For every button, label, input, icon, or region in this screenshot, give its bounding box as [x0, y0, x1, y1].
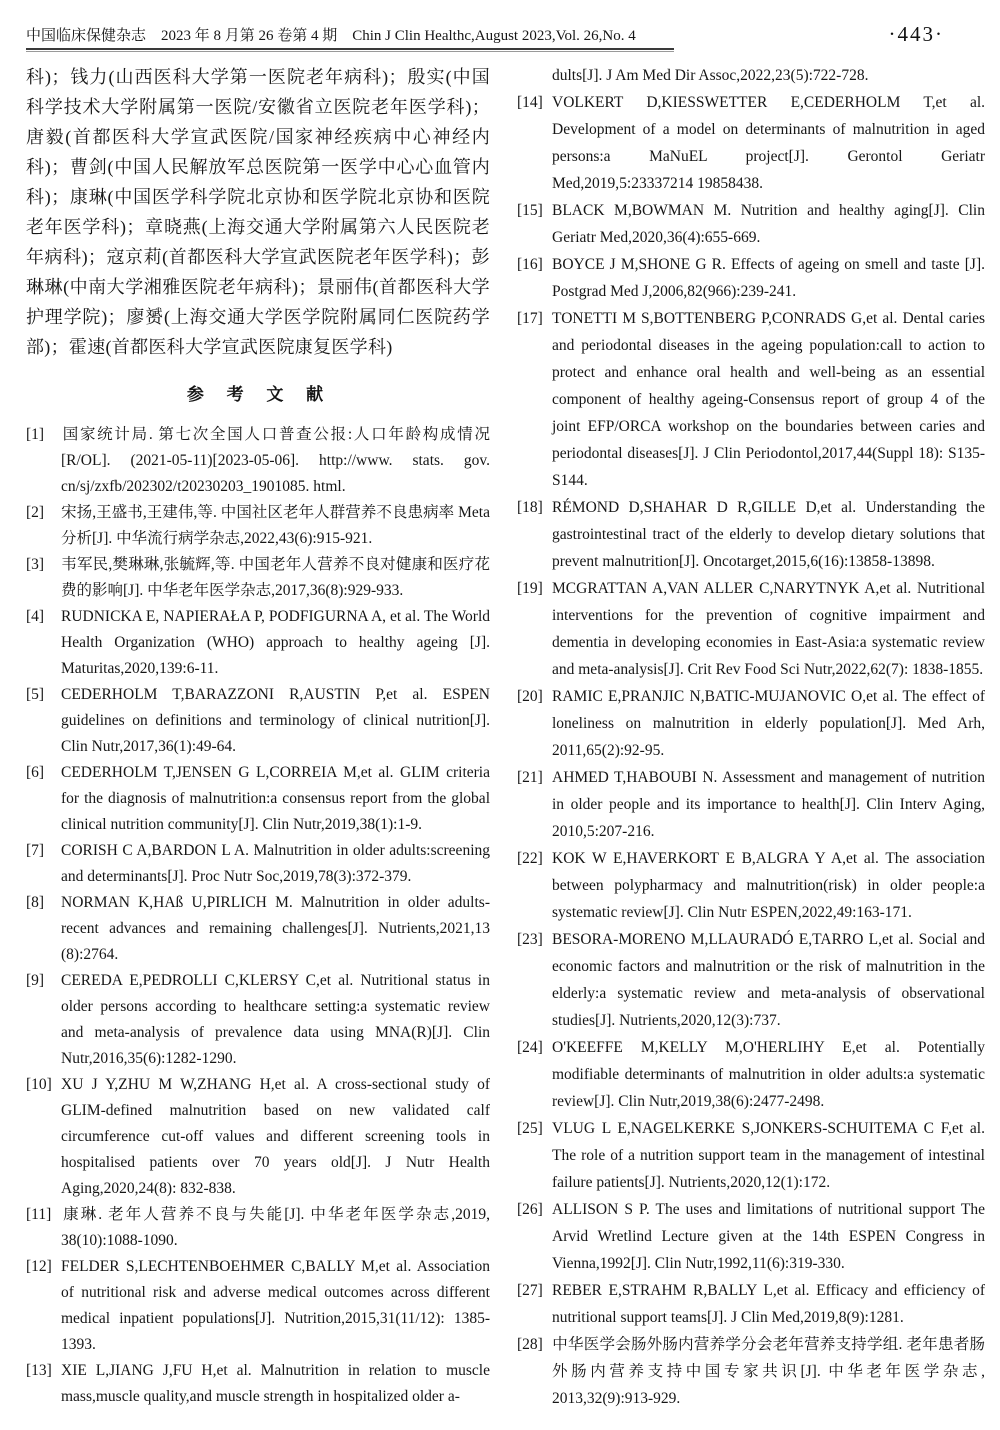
reference-text: BESORA-MORENO M,LLAURADÓ E,TARRO L,et al. Social and economic factors and malnutrition or the risk of malnutrition in the elderly:a systematic review and meta-analysis of observational studies[J]. Nutrients,2020,12(3):737. — [552, 931, 985, 1029]
reference-item — [26, 422, 490, 500]
reference-text: KOK W E,HAVERKORT E B,ALGRA Y A,et al. The association between polypharmacy and malnutrition(risk) in older people:a systematic review[J]. Clin Nutr ESPEN,2022,49:163-171. — [552, 850, 985, 921]
reference-item — [26, 968, 490, 1072]
reference-number: [12] — [26, 1258, 52, 1275]
reference-item — [517, 926, 985, 1034]
left-column — [26, 62, 490, 1422]
reference-item — [517, 251, 985, 305]
reference-item — [26, 1358, 490, 1410]
reference-text: RUDNICKA E, NAPIERAŁA P, PODFIGURNA A, et al. The World Health Organization (WHO) approach to healthy ageing [J]. Maturitas,2020,139:6-11. — [61, 608, 490, 677]
reference-text: NORMAN K,HAß U,PIRLICH M. Malnutrition in older adults-recent advances and remaining challenges[J]. Nutrients,2021,13 (8):2764. — [61, 894, 490, 963]
reference-item — [517, 1115, 985, 1196]
reference-number: [15] — [517, 202, 543, 219]
reference-text: FELDER S,LECHTENBOEHMER C,BALLY M,et al. Association of nutritional risk and adverse medical outcomes across different medical inpatient populations[J]. Nutrition,2015,31(11/12): 1385-1393. — [61, 1258, 490, 1353]
reference-item — [517, 575, 985, 683]
author-affiliations: 科)；钱力(山西医科大学第一医院老年病科)；殷实(中国科学技术大学附属第一医院/安徽省立医院老年医学科)；唐毅(首都医科大学宣武医院/国家神经疾病中心神经内科)；曹剑(中国人民解放军总医院第一医学中心心血管内科)；康琳(中国医学科学院北京协和医学院北京协和医院老年医学科)；章晓燕(上海交通大学附属第六人民医院老年病科)；寇京莉(首都医科大学宣武医院老年医学科)；彭琳琳(中南大学湘雅医院老年病科)；景丽伟(首都医科大学护理学院)；廖赟(上海交通大学医学院附属同仁医院药学部)；霍速(首都医科大学宣武医院康复医学科) — [26, 67, 490, 357]
reference-text: MCGRATTAN A,VAN ALLER C,NARYTNYK A,et al. Nutritional interventions for the prevention of cognitive impairment and dementia in developing economies in East-Asia:a systematic review and meta-analysis[J]. Crit Rev Food Sci Nutr,2022,62(7): 1838-1855. — [552, 580, 985, 678]
reference-item — [26, 838, 490, 890]
reference-item — [517, 197, 985, 251]
reference-text: ALLISON S P. The uses and limitations of nutritional support The Arvid Wretlind Lecture given at the 14th ESPEN Congress in Vienna,1992[J]. Clin Nutr,1992,11(6):319-330. — [552, 1201, 985, 1272]
reference-text: CORISH C A,BARDON L A. Malnutrition in older adults:screening and determinants[J]. Proc Nutr Soc,2019,78(3):372-379. — [61, 842, 490, 885]
reference-number: [4] — [26, 608, 45, 625]
reference-text: 康琳. 老年人营养不良与失能[J]. 中华老年医学杂志,2019, 38(10):1088-1090. — [61, 1206, 490, 1249]
reference-item — [517, 1034, 985, 1115]
reference-number: [28] — [517, 1336, 543, 1353]
reference-text: VOLKERT D,KIESSWETTER E,CEDERHOLM T,et al. Development of a model on determinants of malnutrition in aged persons:a MaNuEL project[J]. Gerontol Geriatr Med,2019,5:23337214 19858438. — [552, 94, 985, 192]
reference-text: BOYCE J M,SHONE G R. Effects of ageing on smell and taste [J]. Postgrad Med J,2006,82(966):239-241. — [552, 256, 985, 300]
reference-text: TONETTI M S,BOTTENBERG P,CONRADS G,et al. Dental caries and periodontal diseases in the ageing population:call to action to protect and enhance oral health and well-being as an essential component of healthy ageing-Consensus report of group 4 of the joint EFP/ORCA workshop on the boundaries between caries and periodontal diseases[J]. J Clin Periodontol,2017,44(Suppl 18): S135-S144. — [552, 310, 985, 489]
reference-number: [24] — [517, 1039, 543, 1056]
reference-item — [517, 1277, 985, 1331]
reference-number: [16] — [517, 256, 543, 273]
reference-number: [7] — [26, 842, 45, 859]
reference-item — [517, 1331, 985, 1412]
reference-number: [6] — [26, 764, 45, 781]
reference-number: [3] — [26, 556, 45, 573]
reference-number: [11] — [26, 1206, 52, 1223]
reference-item — [517, 1196, 985, 1277]
reference-number: [23] — [517, 931, 543, 948]
reference-item — [26, 552, 490, 604]
reference-item — [517, 494, 985, 575]
reference-text: AHMED T,HABOUBI N. Assessment and management of nutrition in older people and its importance to health[J]. Clin Interv Aging, 2010,5:207-216. — [552, 769, 985, 840]
right-column — [517, 62, 985, 1422]
reference-item — [26, 682, 490, 760]
reference-number: [2] — [26, 504, 45, 521]
reference-continuation: dults[J]. J Am Med Dir Assoc,2022,23(5):722-728. — [552, 67, 869, 84]
reference-number: [1] — [26, 426, 45, 443]
reference-item — [517, 89, 985, 197]
references-heading: 参 考 文 献 — [186, 385, 330, 404]
reference-number: [21] — [517, 769, 543, 786]
reference-number: [27] — [517, 1282, 543, 1299]
reference-text: 韦军民,樊琳琳,张毓辉,等. 中国老年人营养不良对健康和医疗花费的影响[J]. 中华老年医学杂志,2017,36(8):929-933. — [61, 556, 490, 599]
reference-number: [25] — [517, 1120, 543, 1137]
reference-item — [26, 604, 490, 682]
reference-item — [26, 890, 490, 968]
reference-item — [26, 1254, 490, 1358]
reference-list-right — [517, 89, 985, 1412]
reference-number: [26] — [517, 1201, 543, 1218]
reference-item — [517, 845, 985, 926]
reference-text: BLACK M,BOWMAN M. Nutrition and healthy aging[J]. Clin Geriatr Med,2020,36(4):655-669. — [552, 202, 985, 246]
reference-number: [9] — [26, 972, 45, 989]
reference-text: XIE L,JIANG J,FU H,et al. Malnutrition in relation to muscle mass,muscle quality,and muscle strength in hospitalized older a- — [61, 1362, 490, 1405]
reference-number: [17] — [517, 310, 543, 327]
reference-number: [18] — [517, 499, 543, 516]
reference-number: [8] — [26, 894, 45, 911]
reference-item — [517, 764, 985, 845]
reference-text: 宋扬,王盛书,王建伟,等. 中国社区老年人群营养不良患病率 Meta 分析[J]. 中华流行病学杂志,2022,43(6):915-921. — [61, 504, 490, 547]
reference-text: REBER E,STRAHM R,BALLY L,et al. Efficacy and efficiency of nutritional support teams[J]. J Clin Med,2019,8(9):1281. — [552, 1282, 985, 1326]
reference-number: [14] — [517, 94, 543, 111]
reference-text: CEDERHOLM T,BARAZZONI R,AUSTIN P,et al. ESPEN guidelines on definitions and terminology of clinical nutrition[J]. Clin Nutr,2017,36(1):49-64. — [61, 686, 490, 755]
page-number: ·443· — [888, 22, 944, 46]
reference-number: [22] — [517, 850, 543, 867]
reference-number: [20] — [517, 688, 543, 705]
header-rule — [26, 48, 674, 52]
reference-list-left — [26, 422, 490, 1410]
reference-text: CEDERHOLM T,JENSEN G L,CORREIA M,et al. GLIM criteria for the diagnosis of malnutrition:a consensus report from the global clinical nutrition community[J]. Clin Nutr,2019,38(1):1-9. — [61, 764, 490, 833]
reference-number: [19] — [517, 580, 543, 597]
reference-item — [26, 1072, 490, 1202]
reference-item — [517, 305, 985, 494]
reference-text: VLUG L E,NAGELKERKE S,JONKERS-SCHUITEMA C F,et al. The role of a nutrition support team in the management of intestinal failure patients[J]. Nutrients,2020,12(1):172. — [552, 1120, 985, 1191]
reference-item — [26, 1202, 490, 1254]
journal-masthead: 中国临床保健杂志 2023 年 8 月第 26 卷第 4 期 Chin J Clin Healthc,August 2023,Vol. 26,No. 4 — [26, 28, 636, 44]
reference-number: [13] — [26, 1362, 52, 1379]
reference-text: XU J Y,ZHU M W,ZHANG H,et al. A cross-sectional study of GLIM-defined malnutrition based on new validated calf circumference cut-off values and different screening tools in hospitalised patients over 70 years old[J]. J Nutr Health Aging,2020,24(8): 832-838. — [61, 1076, 490, 1197]
reference-text: 中华医学会肠外肠内营养学分会老年营养支持学组. 老年患者肠外肠内营养支持中国专家共识[J]. 中华老年医学杂志, 2013,32(9):913-929. — [552, 1336, 985, 1407]
reference-text: RAMIC E,PRANJIC N,BATIC-MUJANOVIC O,et al. The effect of loneliness on malnutrition in elderly population[J]. Med Arh, 2011,65(2):92-95. — [552, 688, 985, 759]
reference-item — [26, 500, 490, 552]
reference-text: 国家统计局. 第七次全国人口普查公报:人口年龄构成情况[R/OL]. (2021-05-11)[2023-05-06]. http://www. stats. gov. cn/sj/zxfb/202302/t20230203_1901085. html. — [61, 426, 490, 495]
reference-text: CEREDA E,PEDROLLI C,KLERSY C,et al. Nutritional status in older persons according to healthcare setting:a systematic review and meta-analysis of prevalence data using MNA(R)[J]. Clin Nutr,2016,35(6):1282-1290. — [61, 972, 490, 1067]
reference-text: O'KEEFFE M,KELLY M,O'HERLIHY E,et al. Potentially modifiable determinants of malnutrition in older adults:a systematic review[J]. Clin Nutr,2019,38(6):2477-2498. — [552, 1039, 985, 1110]
reference-item — [517, 683, 985, 764]
reference-item — [26, 760, 490, 838]
reference-text: RÉMOND D,SHAHAR D R,GILLE D,et al. Understanding the gastrointestinal tract of the elderly to develop dietary solutions that prevent malnutrition[J]. Oncotarget,2015,6(16):13858-13898. — [552, 499, 985, 570]
reference-number: [5] — [26, 686, 45, 703]
reference-number: [10] — [26, 1076, 52, 1093]
